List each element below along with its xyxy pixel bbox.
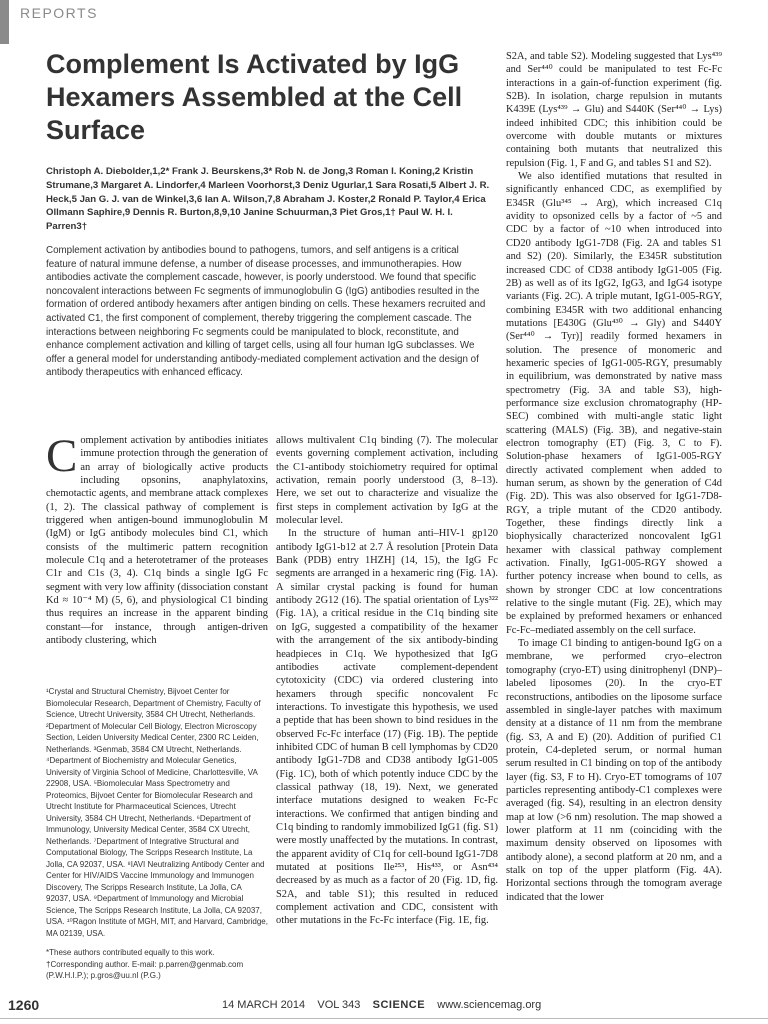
article-title: Complement Is Activated by IgG Hexamers Assembled at the Cell Surface [46,49,463,145]
body-paragraph: In the structure of human anti–HIV-1 gp120 antibody IgG1-b12 at 2.7 Å resolution [Protein Data Bank (PDB) entry 1HZH] (14, 15), the IgG Fc segments are arranged in a hexameric ring (Fig. 1A). A similar crystal packing is found for human antibody 2G12 (16). The spatial orientation of Lys³²² (Fig. 1A), a critical residue in the C1q binding site on IgG, suggested a compatibility of the hexamer with the arrangement of the six antibody-binding headpieces in C1q. We hypothesized that IgG antibodies activate complement-dependent cytotoxicity (CDC) via ordered clustering into hexamers through specific noncovalent Fc interactions. To investigate this hypothesis, we used a peptide that has been shown to bind residues in the observed Fc-Fc interface (17) (Fig. 1B). The peptide inhibited CDC of human B cell lymphomas by CD20 antibody IgG1-7D8 and CD38 antibody IgG1-005 (Fig. 1C), both of which potently induce CDC by the classical pathway (18, 19). Next, we generated interface mutations designed to weaken Fc-Fc interactions. We confirmed that antigen binding and C1q binding to randomly immobilized IgG1 (fig. S1) were mostly unaffected by the mutations. In contrast, the apparent avidity of C1q for cell-bound IgG1-7D8 mutated at positions Ile²⁵³, His⁴³³, or Asn⁴³⁴ decreased by as much as a factor of 20 (Fig. 1D, fig. S2A, and table S1); this resulted in reduced complement activation and CDC, consistent with other mutations in the Fc-Fc interface (Fig. 1E, fig. [276,528,498,927]
footnotes [46,686,268,982]
abstract [46,244,486,380]
volume: VOL 343 [317,999,361,1011]
body-paragraph: To image C1 binding to antigen-bound IgG on a membrane, we performed cryo–electron tomography (cryo-ET) using dinitrophenyl (DNP)–labeled liposomes (20). In the cryo-ET reconstructions, antibodies on the liposome surface assembled in single-layer patches with maximum density at a distance of 11 nm from the membrane (fig. S3, A and E) (20). Addition of purified C1 protein, C4-depleted serum, or normal human serum resulted in C1 binding on top of the antibody layer (fig. S3, F to H). Cryo-ET tomograms of 107 particles representing antibody-C1 complexes were averaged (fig. S4), resulting in an electron density map at low (>6 nm) resolution. The map showed a lower platform at 11 nm (coinciding with the maximum density observed on liposomes with antibody alone), a second platform at 20 nm, and a stalk on top of the upper platform (Fig. 4A). Horizontal sections through the tomogram average indicated that the lower [506,638,722,903]
section-label: REPORTS [20,5,98,21]
body-paragraph: allows multivalent C1q binding (7). The molecular events governing complement activation, including the C1-antibody stoichiometry required for optimal activation, remain poorly understood (3, 8–13). Here, we set out to characterize and visualize the first steps in complement activation by IgG at the molecular level. [276,435,498,527]
section-tab-marker [0,0,9,44]
body-paragraph: We also identified mutations that resulted in significantly enhanced CDC, as exemplified by E345R (Glu³⁴⁵ → Arg), which increased C1q avidity to opsonized cells by a factor of ~5 and CDC by a factor of ~10 when introduced into CD20 antibody IgG1-7D8 (Fig. 2A and tables S1 and S2) (20). Similarly, the E345R substitution increased CDC of CD38 antibody IgG1-005 (Fig. 2B) as well as of its IgG2, IgG3, and IgG4 isotype variants (Fig. 2C). A triple mutant, IgG1-005-RGY, combining E345R with two additional enhancing mutations [E430G (Glu⁴³⁰ → Gly) and S440Y (Ser⁴⁴⁰ → Tyr)] readily formed hexamers in solution. The presence of monomeric and hexameric species of IgG1-005-RGY, presumably in equilibrium, was demonstrated by native mass spectrometry (Fig. 3A and table S3), high-performance size exclusion chromatography (HP-SEC) combined with multi-angle static light scattering (MALS) (Fig. 3B), and negative-stain electron tomography (ET) (Fig. 3, C to F). Solution-phase hexamers of IgG1-005-RGY directly activated complement when added to human serum, as shown by the generation of C4d (Fig. 2D). This was also observed for IgG1-7D8-RGY, a triple mutant of the CD20 antibody. Together, these findings directly link a biophysically characterized noncovalent IgG1 hexamer with classical pathway complement activation. Finally, IgG1-005-RGY showed a further potency increase when bound to cells, as shown by stronger CDC at low concentrations relative to the single mutant (Fig. 2E), which may be explained by preformed hexamers or enhanced Fc-Fc–mediated assembly on the cell surface. [506,171,722,636]
journal-name: SCIENCE [372,999,426,1011]
body-paragraph-text: omplement activation by antibodies initiates immune protection through the generation of an array of biologically active products including opsonins, anaphylatoxins, chemotactic agents, and membrane attack complexes (1, 2). The classical pathway of complement is triggered when antigen-bound immunoglobulin M (IgM) or IgG antibody molecules bind C1, which consists of the multimeric pattern recognition molecule C1q and a heterotetramer of the proteases C1r and C1s (3, 4). C1q binds a single IgG Fc segment with very low affinity (dissociation constant Kd ≈ 10⁻⁴ M) (5, 6), and physiological C1 binding thus requires an increase in the apparent binding constant—for instance, through antigen-driven antibody clustering, which [46,435,268,647]
drop-cap: C [46,430,78,482]
corresponding-author-note: †Corresponding author. E-mail: p.parren@genmab.com (P.W.H.I.P.); p.gros@uu.nl (P.G.) [46,959,244,980]
page-footer [0,993,768,1017]
body-paragraph [46,430,268,648]
body-column-2 [276,434,498,928]
page-number: 1260 [8,997,40,1013]
body-column-3 [506,50,722,904]
website-link[interactable]: www.sciencemag.org [437,999,542,1011]
abstract-text: Complement activation by antibodies bound to pathogens, tumors, and self antigens is a critical feature of natural immune defense, a number of disease processes, and immunotherapies. How antibodies activate the complement cascade, however, is poorly understood. We found that specific noncovalent interactions between Fc segments of immunoglobulin G (IgG) antibodies resulted in the formation of ordered antibody hexamers after antigen binding on cells. These hexamers recruited and activated C1, the first component of complement, thereby triggering the complement cascade. The interactions between neighboring Fc segments could be manipulated to block, reconstitute, and enhance complement activation and killing of target cells, using all four human IgG subclasses. We offer a general model for understanding antibody-mediated complement activation and the design of antibody therapeutics with enhanced efficacy. [46,245,486,379]
body-paragraph: S2A, and table S2). Modeling suggested that Lys⁴³⁹ and Ser⁴⁴⁰ could be manipulated to test Fc-Fc interactions in a gain-of-function experiment (fig. S2B). In isolation, charge repulsion in mutants K439E (Lys⁴³⁹ → Glu) and S440K (Ser⁴⁴⁰ → Lys) indeed inhibited CDC; this inhibition could be overcome with double mutants or mixtures containing both mutants that neutralized this repulsion (Fig. 1, F and G, and tables S1 and S2). [506,51,722,169]
equal-contribution-note: *These authors contributed equally to this work. [46,948,215,957]
author-list: Christoph A. Diebolder,1,2* Frank J. Beurskens,3* Rob N. de Jong,3 Roman I. Koning,2 Kristin Strumane,3 Margaret A. Lindorfer,4 Marleen Voorhorst,3 Deniz Ugurlar,1 Sara Rosati,5 Albert J. R. Heck,5 Jan G. J. van de Winkel,3,6 Ian A. Wilson,7,8 Abraham J. Koster,2 Ronald P. Taylor,4 Erica Ollmann Saphire,9 Dennis R. Burton,8,9,10 Janine Schuurman,3 Piet Gros,1† Paul W. H. I. Parren3† [46,166,490,233]
journal-citation [222,999,541,1011]
affiliations: ¹Crystal and Structural Chemistry, Bijvoet Center for Biomolecular Research, Department of Chemistry, Faculty of Science, Utrecht University, 3584 CH Utrecht, Netherlands. ²Department of Molecular Cell Biology, Electron Microscopy Section, Leiden University Medical Center, 2300 RC Leiden, Netherlands. ³Genmab, 3584 CM Utrecht, Netherlands. ⁴Department of Biochemistry and Molecular Genetics, University of Virginia School of Medicine, Charlottesville, VA 22908, USA. ⁵Biomolecular Mass Spectrometry and Proteomics, Bijvoet Center for Biomolecular Research and Utrecht Institute for Pharmaceutical Sciences, Utrecht University, 3584 CH Utrecht, Netherlands. ⁶Department of Immunology, University Medical Center, 3584 CX Utrecht, Netherlands. ⁷Department of Integrative Structural and Computational Biology, The Scripps Research Institute, La Jolla, CA 92037, USA. ⁸IAVI Neutralizing Antibody Center and Center for HIV/AIDS Vaccine Immunology and Immunogen Discovery, The Scripps Research Institute, La Jolla, CA 92037, USA. ⁹Department of Immunology and Microbial Science, The Scripps Research Institute, La Jolla, CA 92037, USA. ¹⁰Ragon Institute of MGH, MIT, and Harvard, Cambridge, MA 02139, USA. [46,687,268,938]
issue-date: 14 MARCH 2014 [222,999,306,1011]
body-column-1 [46,430,268,648]
footer-rule [0,1018,768,1019]
